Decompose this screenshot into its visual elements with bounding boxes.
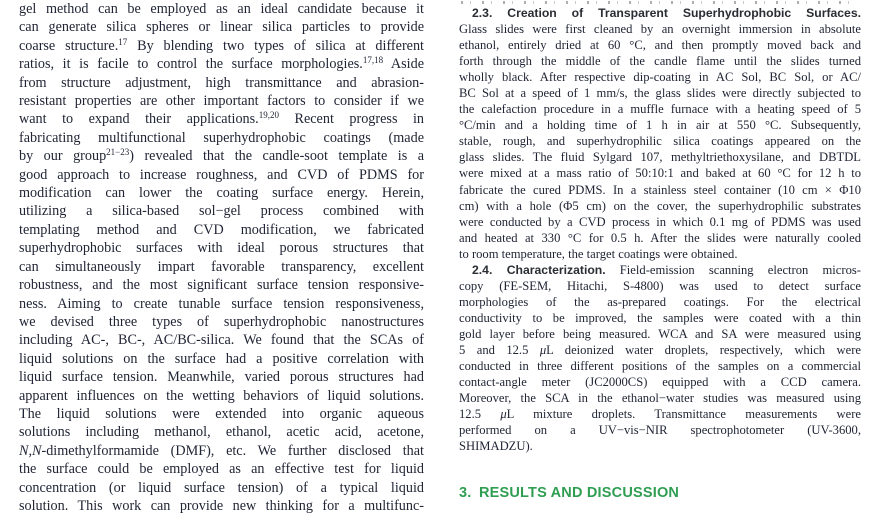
text-line: [459, 358, 861, 374]
text-line: [459, 278, 861, 294]
subsection-run-in-heading: 2.3. Creation of Transparent Superhydrophobic Surfaces.: [472, 6, 861, 20]
text-segment: liquid solutions on the surface had a positive correlation with: [19, 350, 424, 367]
text-line: [19, 110, 424, 128]
text-segment: stable, rough, and superhydrophilic silica coatings appeared on the: [459, 134, 861, 149]
text-line: [19, 0, 424, 18]
text-segment: By blending two types of silica at different: [127, 37, 425, 54]
text-line: [19, 405, 424, 423]
text-line: [19, 202, 424, 220]
text-segment: glass slides. The fluid Sylgard 107, methyltriethoxysilane, and DBTDL: [459, 150, 861, 165]
text-line: [19, 442, 424, 460]
text-line: [459, 69, 861, 85]
reference-superscript: 21−23: [106, 147, 130, 158]
text-segment: solution. This work can provide new thinking for a multifunc-: [19, 497, 424, 514]
reference-superscript: 17,18: [362, 55, 384, 66]
text-segment: solutions including methanol, ethanol, acetic acid, acetone,: [19, 424, 424, 441]
text-line: [19, 92, 424, 110]
text-segment: wholly black. After respective dip-coating in AC Sol, BC Sol, or AC/: [459, 70, 861, 85]
text-line: [459, 326, 861, 342]
text-segment: were mixed at a mass ratio of 50:10:1 and baked at 60 °C for 12 h to: [459, 166, 861, 181]
text-line: [459, 406, 861, 422]
text-segment: forth through the middle of the candle flame until the slides turned: [459, 54, 861, 69]
text-segment: 5 and 12.5: [459, 342, 540, 357]
text-line: [459, 262, 861, 278]
text-line: [459, 230, 861, 246]
text-line: [19, 37, 424, 55]
text-line: [459, 149, 861, 165]
text-line: [459, 182, 861, 198]
text-line: [459, 133, 861, 149]
text-segment: we devised three types of superhydrophobic nanostructures: [19, 313, 424, 330]
text-segment: L deionized water droplets, respectively, which were: [546, 342, 861, 357]
text-line: [19, 258, 424, 276]
text-segment: want to expand their applications.: [19, 111, 259, 128]
text-line: [19, 166, 424, 184]
text-line: [459, 374, 861, 390]
text-segment: by our group: [19, 148, 107, 165]
text-segment: liquid surface tension. Meanwhile, varied porous structures had: [19, 369, 424, 386]
text-line: [19, 295, 424, 313]
reference-superscript: 17: [118, 36, 128, 47]
text-segment: SHIMADZU).: [459, 439, 533, 454]
text-segment: μ: [500, 407, 507, 422]
text-line: [19, 497, 424, 515]
text-line: [459, 198, 861, 214]
text-line: [19, 129, 424, 147]
text-line: [19, 239, 424, 257]
text-segment: μ: [539, 342, 547, 357]
text-line: [459, 310, 861, 326]
text-segment: performed on a UV−vis−NIR spectrophotometer (UV-3600,: [459, 423, 861, 438]
text-segment: templating method and CVD modification, we fabricated: [19, 221, 424, 238]
text-line: [19, 147, 424, 165]
text-segment: including AC-, BC-, AC/BC-silica. We found that the SCAs of: [19, 332, 424, 349]
text-line: [459, 342, 861, 358]
text-segment: can generate silica spheres or linear silica particles to provide: [19, 19, 424, 36]
text-segment: ) revealed that the candle-soot template is a: [129, 148, 425, 165]
subsection-run-in-heading: 2.4. Characterization.: [472, 262, 606, 277]
text-line: [459, 21, 861, 37]
text-line: [459, 214, 861, 230]
text-segment: morphologies of the as-prepared coatings. For the electrical: [459, 294, 861, 309]
text-segment: conductivity to be improved, the samples were coated with a thin: [459, 310, 861, 325]
text-line: [459, 294, 861, 310]
text-line: [459, 117, 861, 133]
text-segment: Aside: [383, 56, 424, 73]
text-segment: Moreover, the SCA in the ethanol−water studies was measured using: [459, 391, 861, 406]
text-line: [19, 74, 424, 92]
text-segment: superhydrophobic surfaces with ideal porous structures that: [19, 240, 424, 257]
text-segment: The liquid solutions were extended into organic aqueous: [19, 405, 424, 422]
text-segment: gel method can be employed as an ideal candidate because it: [19, 1, 424, 17]
text-segment: conducted in three different positions of the samples on a commercial: [459, 359, 861, 374]
text-line: [459, 165, 861, 181]
text-segment: coarse structure.: [19, 37, 119, 54]
text-segment: apparent influences on the wetting behaviors of liquid solutions.: [19, 387, 424, 404]
text-segment: utilizing a silica-based sol−gel process combined with: [19, 203, 424, 220]
text-segment: concentration (or liquid surface tension) of a typical liquid: [19, 479, 424, 496]
text-line: [459, 390, 861, 406]
text-line: [19, 460, 424, 478]
text-line: [19, 18, 424, 36]
text-segment: robustness, and the most significant surface tension responsive-: [19, 277, 424, 294]
text-segment: N,N: [19, 442, 42, 459]
text-line: [19, 423, 424, 441]
text-line: [19, 184, 424, 202]
text-line: [459, 85, 861, 101]
text-segment: ratios, it is facile to control the surface morphologies.: [19, 56, 363, 73]
text-segment: gold layer before being measured. WCA and SA were measured using: [459, 326, 861, 341]
text-segment: to room temperature, the target coatings were obtained.: [459, 246, 738, 261]
text-segment: ethanol, entirely dried at 60 °C, and then promptly moved back and: [459, 38, 861, 53]
text-segment: ness. Aiming to create tunable surface tension responsiveness,: [19, 295, 424, 312]
text-line: [459, 422, 861, 438]
text-segment: 12.5: [459, 407, 501, 422]
text-segment: the calefaction procedure in a muffle furnace with a heating speed of 5: [459, 102, 861, 117]
text-line: [19, 387, 424, 405]
text-line: [459, 246, 861, 262]
text-segment: °C/min and a holding time of 1 h in air at 550 °C. Subsequently,: [459, 118, 861, 133]
text-line: [19, 368, 424, 386]
clipped-line-remnant: [461, 1, 857, 4]
text-segment: good approach to increase roughness, and CVD of PDMS for: [19, 166, 424, 183]
text-segment: from structure adjustment, high transmittance and abrasion-: [19, 74, 424, 91]
text-segment: and heated at 330 °C for 0.5 h. After the slides were naturally cooled: [459, 230, 861, 245]
text-line: [19, 221, 424, 239]
text-line: [19, 55, 424, 73]
text-line: [19, 313, 424, 331]
text-line: [459, 438, 861, 454]
text-line: [459, 5, 861, 21]
text-segment: BC Sol at a speed of 1 mm/s, the glass slides were directly subjected to: [459, 86, 861, 101]
text-line: [19, 350, 424, 368]
reference-superscript: 19,20: [258, 110, 279, 121]
text-line: [19, 331, 424, 349]
text-line: [19, 479, 424, 497]
text-line: [459, 101, 861, 117]
left-text-column: [19, 0, 424, 515]
results-and-discussion-heading: 3. RESULTS AND DISCUSSION: [459, 485, 680, 501]
text-segment: L mixture droplets. Transmittance measurements were: [506, 407, 861, 422]
text-segment: resistant properties are other important factors to consider if we: [19, 93, 424, 110]
text-segment: Glass slides were first cleaned by an overnight immersion in absolute: [459, 22, 861, 37]
text-line: [19, 276, 424, 294]
text-segment: fabricate the cured PDMS. In a stainless steel container (10 cm × Φ10: [459, 182, 861, 197]
text-segment: the surface could be employed as an effective test for liquid: [19, 461, 424, 478]
text-segment: -dimethylformamide (DMF), etc. We further disclosed that: [41, 442, 424, 459]
text-segment: cm) with a hole (Φ5 cm) on the cover, the superhydrophilic substrates: [459, 198, 861, 213]
text-line: [459, 37, 861, 53]
text-segment: can simultaneously impart favorable transparency, excellent: [19, 258, 424, 275]
text-segment: fabricating multifunctional superhydrophobic coatings (made: [19, 129, 424, 146]
right-text-column: [459, 0, 861, 454]
text-segment: contact-angle meter (JC2000CS) equipped with a CCD camera.: [459, 375, 861, 390]
text-segment: Recent progress in: [278, 111, 425, 128]
text-segment: modification can lower the coating surface energy. Herein,: [19, 185, 424, 202]
text-line: [459, 53, 861, 69]
text-segment: Field-emission scanning electron micros-: [605, 262, 861, 277]
text-segment: were conducted by a CVD process in which 0.1 mg of PDMS was used: [459, 214, 861, 229]
text-segment: copy (FE-SEM, Hitachi, S-4800) was used to detect surface: [459, 278, 861, 293]
